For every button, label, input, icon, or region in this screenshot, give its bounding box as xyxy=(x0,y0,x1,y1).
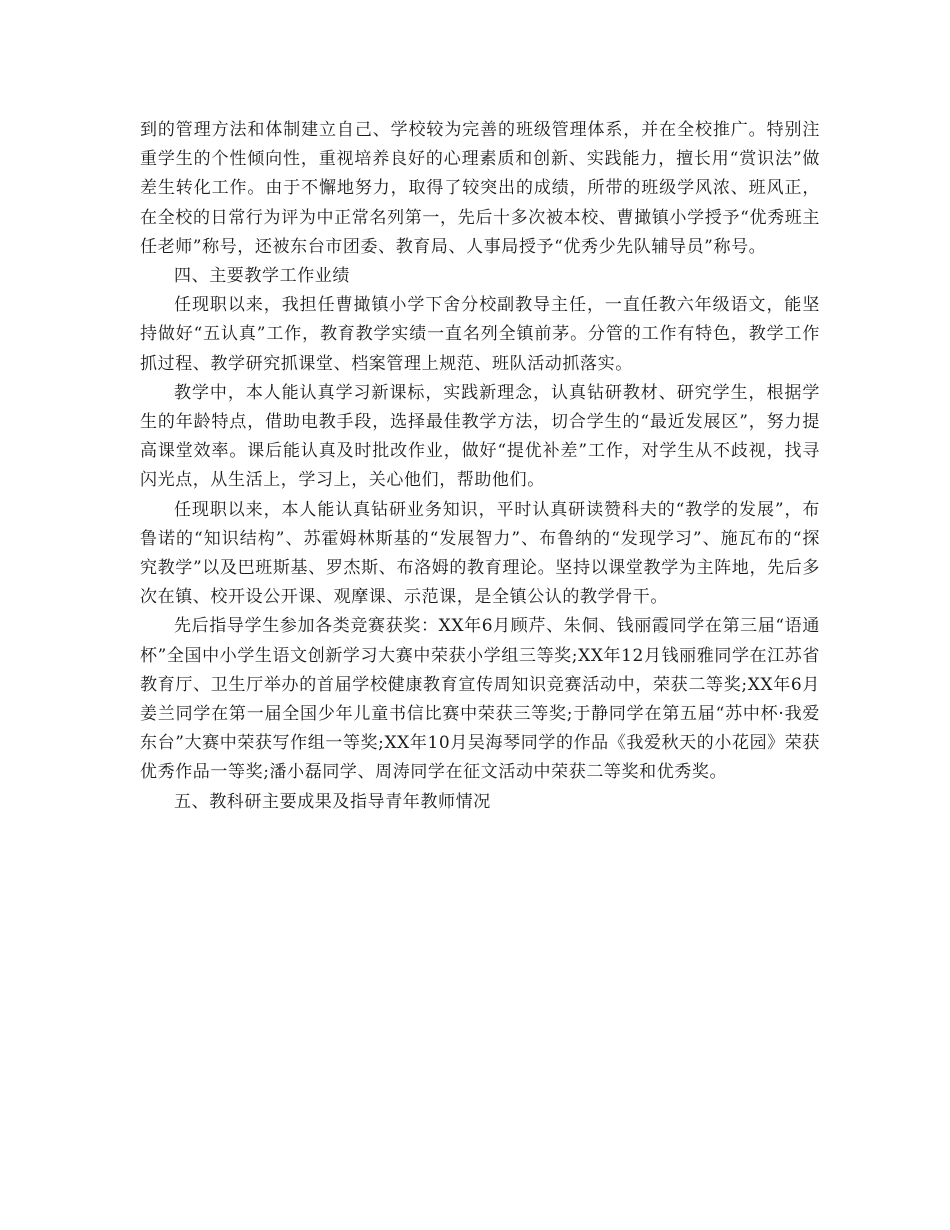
paragraph-class-management: 到的管理方法和体制建立自己、学校较为完善的班级管理体系，并在全校推广。特别注重学生的个性倾向性，重视培养良好的心理素质和创新、实践能力，擅长用“赏识法”做差生转化工作。由于不懈地努力，取得了较突出的成绩，所带的班级学风浓、班风正，在全校的日常行为评为中正常名列第一，先后十多次被本校、曹撖镇小学授予“优秀班主任老师”称号，还被东台市团委、教育局、人事局授予“优秀少先队辅导员”称号。 xyxy=(140,120,820,257)
paragraph-student-awards: 先后指导学生参加各类竞赛获奖：XX年6月顾芹、朱侗、钱丽霞同学在第三届“语通杯”全国中小学生语文创新学习大赛中荣获小学组三等奖;XX年12月钱丽雅同学在江苏省教育厅、卫生厅举办的首届学校健康教育宣传周知识竞赛活动中，荣获二等奖;XX年6月姜兰同学在第一届全国少年儿童书信比赛中荣获三等奖;于静同学在第五届“苏中杯·我爱东台”大赛中荣获写作组一等奖;XX年10月吴海琴同学的作品《我爱秋天的小花园》荣获优秀作品一等奖;潘小磊同学、周涛同学在征文活动中荣获二等奖和优秀奖。 xyxy=(140,616,820,783)
paragraph-professional-study: 任现职以来，本人能认真钻研业务知识，平时认真研读赞科夫的“教学的发展”，布鲁诺的“知识结构”、苏霍姆林斯基的“发展智力”、布鲁纳的“发现学习”、施瓦布的“探究教学”以及巴班斯基、罗杰斯、布洛姆的教育理论。坚持以课堂教学为主阵地，先后多次在镇、校开设公开课、观摩课、示范课，是全镇公认的教学骨干。 xyxy=(140,499,820,608)
section-heading-research-results: 五、教科研主要成果及指导青年教师情况 xyxy=(174,791,491,812)
document-body xyxy=(140,116,820,817)
paragraph-current-position: 任现职以来，我担任曹撖镇小学下舍分校副教导主任，一直任教六年级语文，能坚持做好“五认真”工作，教育教学实绩一直名列全镇前茅。分管的工作有特色，教学工作抓过程、教学研究抓课堂、档案管理上规范、班队活动抓落实。 xyxy=(140,295,820,374)
section-heading-teaching-achievements: 四、主要教学工作业绩 xyxy=(174,266,350,287)
paragraph-teaching-method: 教学中，本人能认真学习新课标，实践新理念，认真钻研教材、研究学生，根据学生的年龄特点，借助电教手段，选择最佳教学方法，切合学生的“最近发展区”，努力提高课堂效率。课后能认真及时批改作业，做好“提优补差”工作，对学生从不歧视，找寻闪光点，从生活上，学习上，关心他们，帮助他们。 xyxy=(140,382,820,491)
